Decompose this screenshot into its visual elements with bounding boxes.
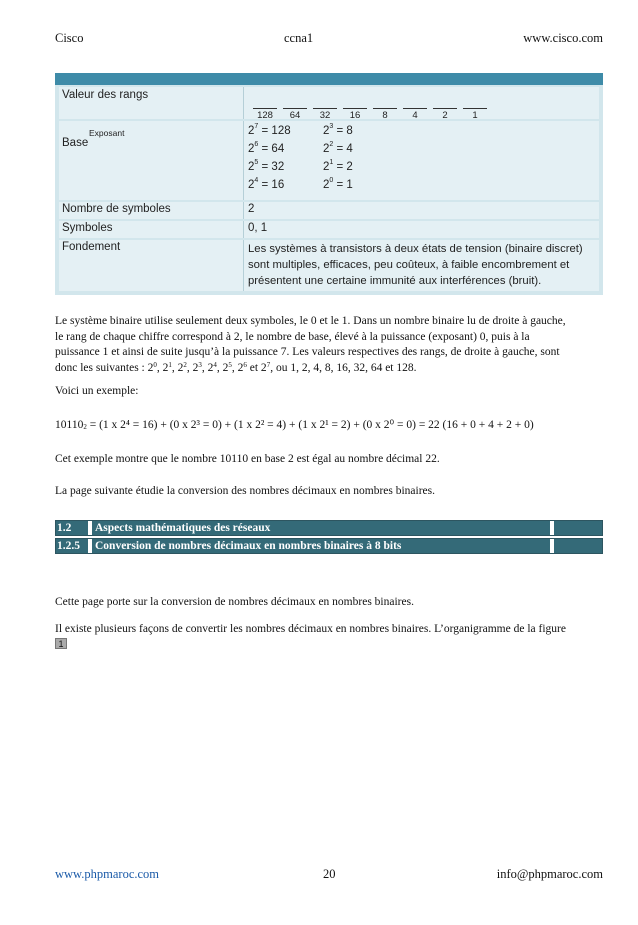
header-left: Cisco <box>55 31 84 45</box>
binary-table-figure <box>55 73 603 295</box>
footer-website-link[interactable]: www.phpmaroc.com <box>55 867 160 881</box>
example-equation <box>55 418 603 434</box>
power-of-two <box>323 179 353 191</box>
power-exponent: 6 <box>254 141 259 148</box>
rank-value: 1 <box>463 108 487 121</box>
example-number: 10110 <box>55 419 84 431</box>
section-header-1-2 <box>55 520 603 536</box>
power-exponent: 3 <box>329 123 334 130</box>
page-header <box>55 31 603 47</box>
power-base: 2 <box>248 161 255 173</box>
power-base: 2 <box>248 125 255 137</box>
paragraph-line: Le système binaire utilise seulement deux symboles, le 0 et le 1. Dans un nombre binaire lu de droite à gauche, <box>55 315 566 327</box>
power-of-two <box>323 143 353 155</box>
line-prefix: donc les suivantes : 2 <box>55 361 154 374</box>
line-suffix: , ou 1, 2, 4, 8, 16, 32, 64 et 128. <box>270 361 417 374</box>
example-intro: Voici un exemple: <box>55 385 139 397</box>
rank-value: 2 <box>433 108 457 121</box>
column-divider <box>243 87 244 119</box>
paragraph-line: puissance 1 et ainsi de suite jusqu’à la puissance 7. Les valeurs respectives des rangs, de droite à gauche, sont <box>55 346 560 358</box>
power-exponent: 1 <box>329 159 334 166</box>
section-title: Conversion de nombres décimaux en nombres binaires à 8 bits <box>92 539 550 553</box>
power-of-two <box>323 161 353 173</box>
power-base: 2 <box>323 143 330 155</box>
power-value: = 8 <box>333 125 353 137</box>
power-value: = 128 <box>258 125 291 137</box>
rank-value: 128 <box>253 108 277 121</box>
page-footer <box>55 867 603 883</box>
power-base: 2 <box>248 143 255 155</box>
column-divider <box>243 121 244 200</box>
power-of-two <box>323 125 353 137</box>
basis-line: Les systèmes à transistors à deux états de tension (binaire discret) <box>248 243 583 255</box>
rank-value: 4 <box>403 108 427 121</box>
rank-value: 32 <box>313 108 337 121</box>
row-base-label: Base <box>62 137 89 149</box>
paragraph-methods: Il existe plusieurs façons de convertir les nombres décimaux en nombres binaires. L’organigramme de la figure <box>55 623 566 635</box>
section-header-1-2-5 <box>55 538 603 554</box>
example-base: 2 <box>83 423 87 431</box>
paragraph-binary-system <box>55 314 603 376</box>
row-base <box>59 121 599 200</box>
header-center: ccna1 <box>284 31 314 45</box>
figure-reference-button[interactable]: 1 <box>55 638 67 649</box>
power-base: 2 <box>323 161 330 173</box>
row-rank-label: Valeur des rangs <box>62 89 149 101</box>
row-symbols-label: Symboles <box>62 222 113 234</box>
paragraph-line: le rang de chaque chiffre correspond à 2, le nombre de base, élevé à la puissance (exposant) 0, puis à la <box>55 330 530 343</box>
row-symbol-count-value: 2 <box>248 203 255 215</box>
rank-value: 16 <box>343 108 367 121</box>
power-exponent: 2 <box>329 141 334 148</box>
section-number: 1.2.5 <box>56 539 88 553</box>
column-divider <box>243 240 244 291</box>
header-right: www.cisco.com <box>523 31 603 45</box>
row-basis-text <box>248 241 583 289</box>
power-value: = 16 <box>258 179 285 191</box>
power-of-two <box>248 179 284 191</box>
rank-value: 64 <box>283 108 307 121</box>
figure-top-bar <box>55 73 603 85</box>
power-value: = 4 <box>333 143 353 155</box>
power-base: 2 <box>323 125 330 137</box>
power-of-two <box>248 125 291 137</box>
row-basis-label: Fondement <box>62 241 121 253</box>
power-value: = 64 <box>258 143 285 155</box>
section-title: Aspects mathématiques des réseaux <box>92 521 550 535</box>
row-base-exponent-label: Exposant <box>89 128 125 138</box>
paragraph-line: donc les suivantes : $2^0$, $2^1$, $2^2$, $2^3$, $2^4$, $2^5$, $2^6$ et $2^7$, ou 1, 2, 4, 8, 16, 32, 64 et 128. <box>55 360 417 374</box>
power-value: = 2 <box>333 161 353 173</box>
power-base: 2 <box>323 179 330 191</box>
power-value: = 1 <box>333 179 353 191</box>
basis-line: présentent une certaine immunité aux interférences (bruit). <box>248 275 542 287</box>
row-symbol-count <box>59 202 599 219</box>
column-divider <box>243 221 244 238</box>
basis-line: sont multiples, efficaces, peu coûteux, à faible encombrement et <box>248 259 570 271</box>
power-of-two <box>248 143 284 155</box>
example-terms: = (1 x 2⁴ = 16) + (0 x 2³ = 0) + (1 x 2² = 4) + (1 x 2¹ = 2) + (0 x 2⁰ = 0) = 22 (16 + 0 + 4 + 2 + 0) <box>89 419 534 431</box>
paragraph-conclusion: Cet exemple montre que le nombre 10110 en base 2 est égal au nombre décimal 22. <box>55 453 440 465</box>
row-symbols-value: 0, 1 <box>248 222 268 234</box>
power-exponent: 7 <box>254 123 259 130</box>
paragraph-next-page: La page suivante étudie la conversion des nombres décimaux en nombres binaires. <box>55 485 436 497</box>
column-divider <box>243 202 244 219</box>
row-basis <box>59 240 599 291</box>
row-symbols <box>59 221 599 238</box>
section-number: 1.2 <box>56 521 88 535</box>
row-rank-values <box>59 87 599 119</box>
row-symbol-count-label: Nombre de symboles <box>62 203 171 215</box>
power-exponent: 4 <box>254 177 259 184</box>
power-value: = 32 <box>258 161 285 173</box>
power-of-two <box>248 161 284 173</box>
power-exponent: 0 <box>329 177 334 184</box>
rank-value: 8 <box>373 108 397 121</box>
power-exponent: 5 <box>254 159 259 166</box>
paragraph-page-topic: Cette page porte sur la conversion de nombres décimaux en nombres binaires. <box>55 596 414 608</box>
footer-email: info@phpmaroc.com <box>496 867 603 881</box>
page-number: 20 <box>323 867 336 881</box>
power-base: 2 <box>248 179 255 191</box>
